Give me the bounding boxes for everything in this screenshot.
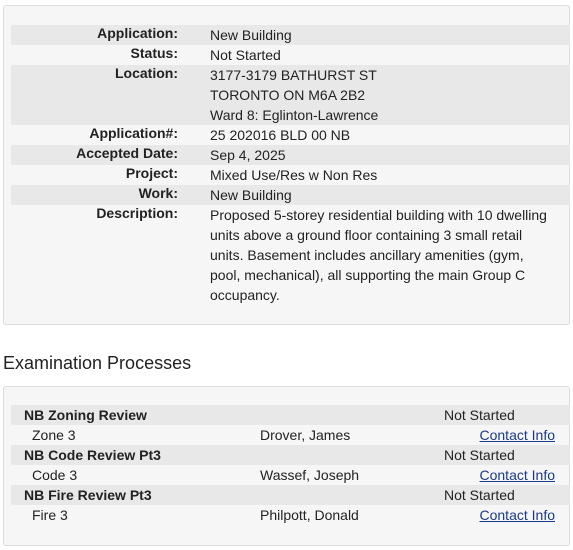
detail-value: 25 202016 BLD 00 NB — [210, 127, 351, 143]
process-row — [11, 405, 570, 425]
detail-row-work — [11, 185, 570, 205]
location-line: Ward 8: Eglinton-Lawrence — [210, 107, 379, 123]
contact-info-link[interactable]: Contact Info — [479, 427, 555, 443]
detail-value: Sep 4, 2025 — [210, 147, 286, 163]
process-row — [11, 445, 570, 465]
description-line: units. Basement includes ancillary amenities (gym, — [210, 247, 524, 263]
contact-info-link[interactable]: Contact Info — [479, 507, 555, 523]
detail-row-description — [11, 205, 570, 305]
examiner-row — [11, 505, 570, 525]
detail-label: Work: — [138, 185, 178, 201]
process-status: Not Started — [444, 407, 515, 423]
process-name: NB Fire Review Pt3 — [24, 487, 152, 503]
examiner-name: Drover, James — [260, 427, 351, 443]
process-sub: Code 3 — [32, 467, 78, 483]
detail-label: Application: — [97, 25, 178, 41]
examination-processes-panel — [3, 386, 570, 546]
detail-label: Application#: — [89, 125, 178, 141]
detail-row-accepted-date — [11, 145, 570, 165]
detail-value: New Building — [210, 187, 292, 203]
process-status: Not Started — [444, 487, 515, 503]
detail-row-project — [11, 165, 570, 185]
process-status: Not Started — [444, 447, 515, 463]
examiner-name: Philpott, Donald — [260, 507, 359, 523]
detail-label: Status: — [130, 45, 178, 61]
description-line: occupancy. — [210, 287, 280, 303]
process-name: NB Code Review Pt3 — [24, 447, 161, 463]
location-line: 3177-3179 BATHURST ST — [210, 67, 377, 83]
section-title: Examination Processes — [3, 353, 192, 373]
detail-row-status — [11, 45, 570, 65]
detail-value: New Building — [210, 27, 292, 43]
detail-row-application-number — [11, 125, 570, 145]
examiner-name: Wassef, Joseph — [260, 467, 360, 483]
detail-label: Project: — [125, 165, 178, 181]
process-row — [11, 485, 570, 505]
detail-label: Location: — [115, 65, 178, 81]
detail-row-location — [11, 65, 570, 125]
process-name: NB Zoning Review — [24, 407, 147, 423]
description-text — [210, 205, 547, 305]
description-line: Proposed 5-storey residential building with 10 dwelling — [210, 207, 547, 223]
process-sub: Fire 3 — [32, 507, 68, 523]
description-line: units above a ground floor containing 3 small retail — [210, 227, 523, 243]
detail-value: Mixed Use/Res w Non Res — [210, 167, 378, 183]
examiner-row — [11, 425, 570, 445]
contact-info-link[interactable]: Contact Info — [479, 467, 555, 483]
detail-row-application — [11, 25, 570, 45]
detail-value: Not Started — [210, 47, 281, 63]
detail-label: Description: — [96, 205, 178, 221]
application-details-panel — [3, 5, 570, 325]
description-line: pool, mechanical), all supporting the main Group C — [210, 267, 526, 283]
detail-label: Accepted Date: — [76, 145, 178, 161]
examiner-row — [11, 465, 570, 485]
location-line: TORONTO ON M6A 2B2 — [210, 87, 366, 103]
process-sub: Zone 3 — [32, 427, 76, 443]
